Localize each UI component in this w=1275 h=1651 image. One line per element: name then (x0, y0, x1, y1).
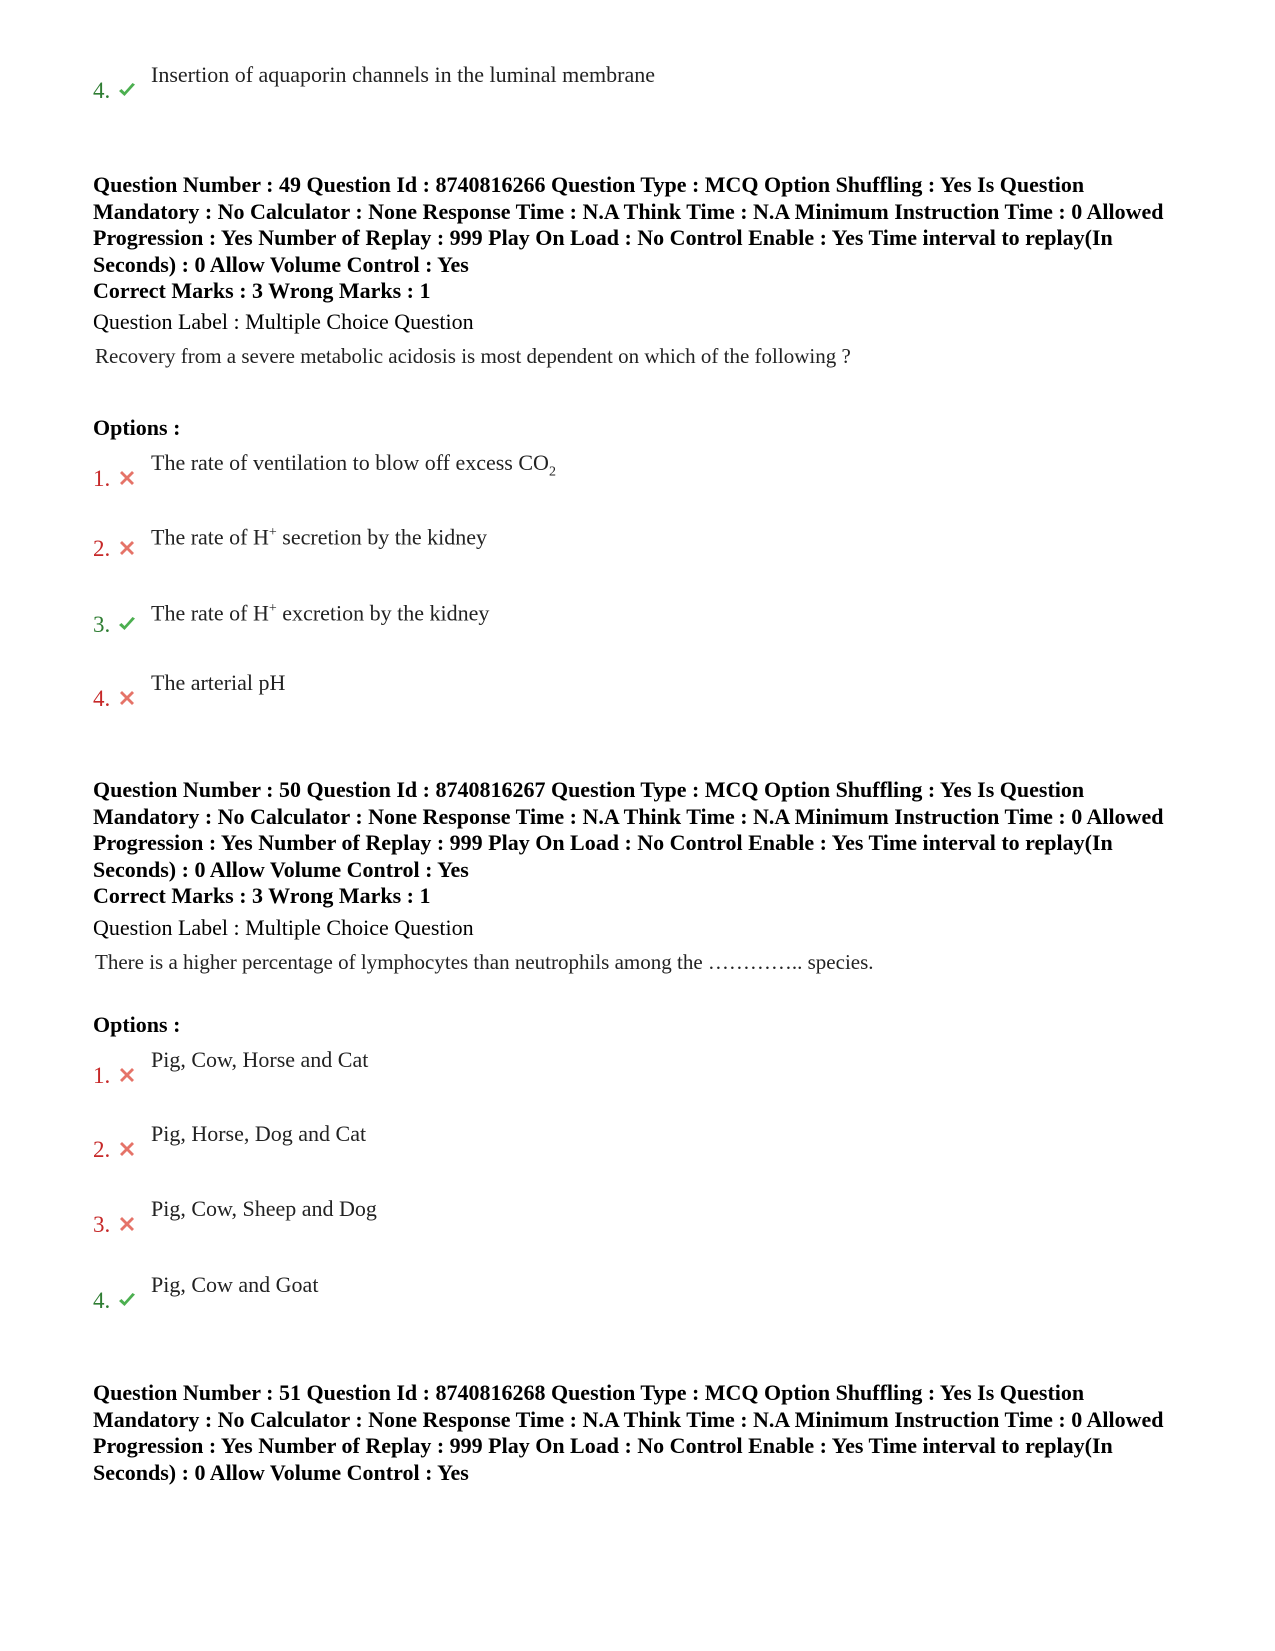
option-number: 4. (93, 78, 111, 103)
superscript: + (268, 601, 277, 616)
superscript: + (268, 525, 277, 540)
option-text: Pig, Cow, Horse and Cat (151, 1047, 369, 1072)
question-marks: Correct Marks : 3 Wrong Marks : 1 (93, 278, 431, 303)
question-meta: Question Number : 51 Question Id : 8740816268 Question Type : MCQ Option Shuffling : Yes Is Question Mandatory : No Calculator : None Response Time : N.A Think Time : N.A Minimum Instruction Time : 0 Allowed Progression : Yes Number of Replay : 999 Play On Load : No Control Enable : Yes Time interval to replay(In Seconds) : 0 Allow Volume Control : Yes (93, 1380, 1164, 1485)
option-number: 4. (93, 1288, 111, 1313)
option-text: The arterial pH (151, 670, 286, 695)
cross-icon (117, 538, 137, 558)
question-text: Recovery from a severe metabolic acidosis is most dependent on which of the following ? (95, 344, 851, 368)
option-number: 3. (93, 1212, 111, 1237)
question-meta: Question Number : 50 Question Id : 8740816267 Question Type : MCQ Option Shuffling : Yes Is Question Mandatory : No Calculator : None Response Time : N.A Think Time : N.A Minimum Instruction Time : 0 Allowed Progression : Yes Number of Replay : 999 Play On Load : No Control Enable : Yes Time interval to replay(In Seconds) : 0 Allow Volume Control : Yes (93, 777, 1164, 882)
checkmark-icon (117, 80, 137, 100)
option-text: Insertion of aquaporin channels in the luminal membrane (151, 62, 656, 87)
option-number: 2. (93, 536, 111, 561)
option-number: 1. (93, 1063, 111, 1088)
question-marks: Correct Marks : 3 Wrong Marks : 1 (93, 883, 431, 908)
option-text: Pig, Cow and Goat (151, 1272, 319, 1297)
option-number: 3. (93, 612, 111, 637)
option-text: The rate of ventilation to blow off excess $CO_2$ (151, 450, 556, 480)
option-number: 4. (93, 686, 111, 711)
checkmark-icon (117, 1290, 137, 1310)
question-label: Question Label : Multiple Choice Question (93, 915, 474, 940)
checkmark-icon (117, 614, 137, 634)
option-number: 1. (93, 466, 111, 491)
option-text: The rate of H+ secretion by the kidney (151, 524, 487, 550)
options-heading: Options : (93, 1012, 181, 1037)
cross-icon (117, 1065, 137, 1085)
options-heading: Options : (93, 415, 181, 440)
cross-icon (117, 1139, 137, 1159)
option-text: The rate of H+ excretion by the kidney (151, 600, 490, 626)
option-number: 2. (93, 1137, 111, 1162)
question-text: There is a higher percentage of lymphocytes than neutrophils among the ………….. species. (95, 950, 874, 974)
question-label: Question Label : Multiple Choice Question (93, 309, 474, 334)
subscript: 2 (548, 464, 556, 480)
option-text: Pig, Cow, Sheep and Dog (151, 1196, 377, 1221)
question-meta: Question Number : 49 Question Id : 8740816266 Question Type : MCQ Option Shuffling : Yes Is Question Mandatory : No Calculator : None Response Time : N.A Think Time : N.A Minimum Instruction Time : 0 Allowed Progression : Yes Number of Replay : 999 Play On Load : No Control Enable : Yes Time interval to replay(In Seconds) : 0 Allow Volume Control : Yes (93, 172, 1164, 277)
cross-icon (117, 688, 137, 708)
cross-icon (117, 468, 137, 488)
cross-icon (117, 1214, 137, 1234)
option-text: Pig, Horse, Dog and Cat (151, 1121, 367, 1146)
